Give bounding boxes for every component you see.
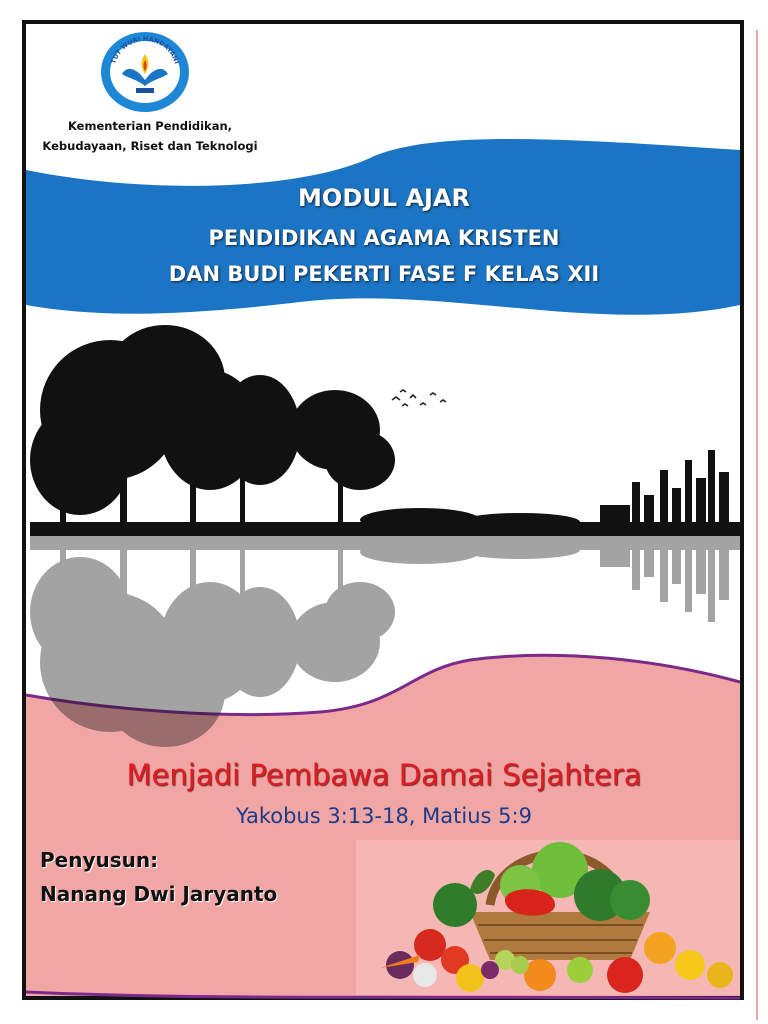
title-line3: DAN BUDI PEKERTI FASE F KELAS XII [168, 262, 600, 286]
ministry-line1: Kementerian Pendidikan, [67, 119, 233, 133]
topic-heading: Menjadi Pembawa Damai Sejahtera [126, 758, 642, 792]
title-line2: PENDIDIKAN AGAMA KRISTEN [208, 226, 560, 250]
topic-verses: Yakobus 3:13-18, Matius 5:9 [236, 804, 532, 828]
logo-ring-text: TUT WURI HANDAYANI [109, 34, 181, 65]
author-name: Nanang Dwi Jaryanto [40, 882, 278, 906]
ministry-line2: Kebudayaan, Riset dan Teknologi [42, 139, 258, 153]
title-line1: MODUL AJAR [298, 184, 470, 212]
author-label: Penyusun: [40, 848, 159, 872]
